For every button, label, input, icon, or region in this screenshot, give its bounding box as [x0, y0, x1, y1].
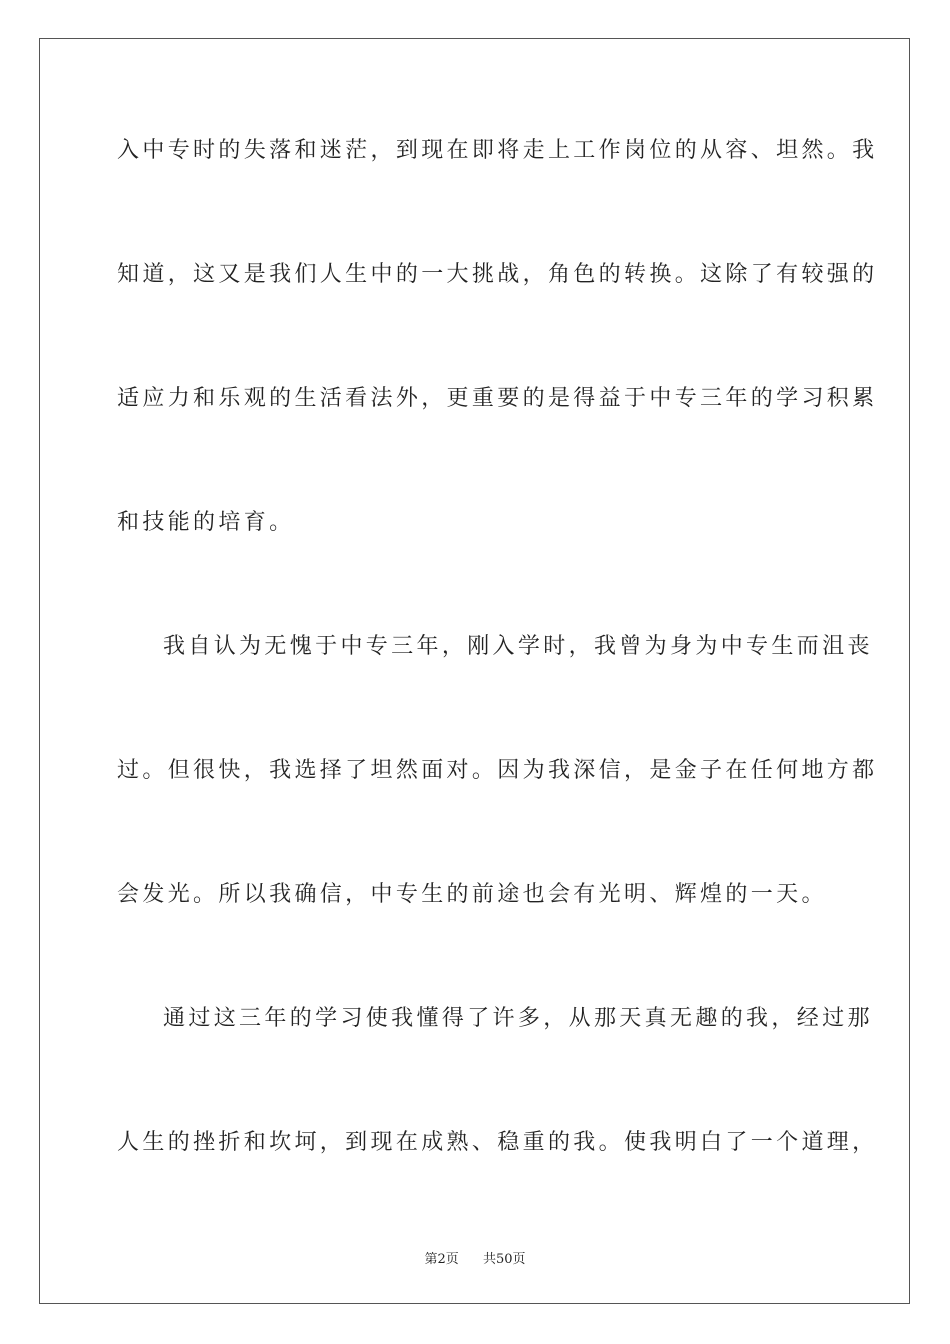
page-total: 共50页	[483, 1252, 526, 1267]
body-text-line: 过。但很快，我选择了坦然面对。因为我深信，是金子在任何地方都	[117, 758, 878, 783]
body-text-line: 通过这三年的学习使我懂得了许多，从那天真无趣的我，经过那	[163, 1006, 873, 1031]
body-text-line: 和技能的培育。	[117, 510, 295, 535]
body-text-line: 我自认为无愧于中专三年，刚入学时，我曾为身为中专生而沮丧	[163, 634, 873, 659]
body-text-line: 会发光。所以我确信，中专生的前途也会有光明、辉煌的一天。	[117, 882, 827, 907]
page-border	[39, 38, 910, 1304]
body-text-line: 入中专时的失落和迷茫，到现在即将走上工作岗位的从容、坦然。我	[117, 138, 878, 163]
body-text-line: 人生的挫折和坎坷，到现在成熟、稳重的我。使我明白了一个道理，	[117, 1130, 878, 1155]
page-footer	[0, 1248, 950, 1267]
body-text-line: 适应力和乐观的生活看法外，更重要的是得益于中专三年的学习积累	[117, 386, 878, 411]
page-number: 第2页	[424, 1252, 459, 1267]
body-text-line: 知道，这又是我们人生中的一大挑战，角色的转换。这除了有较强的	[117, 262, 878, 287]
